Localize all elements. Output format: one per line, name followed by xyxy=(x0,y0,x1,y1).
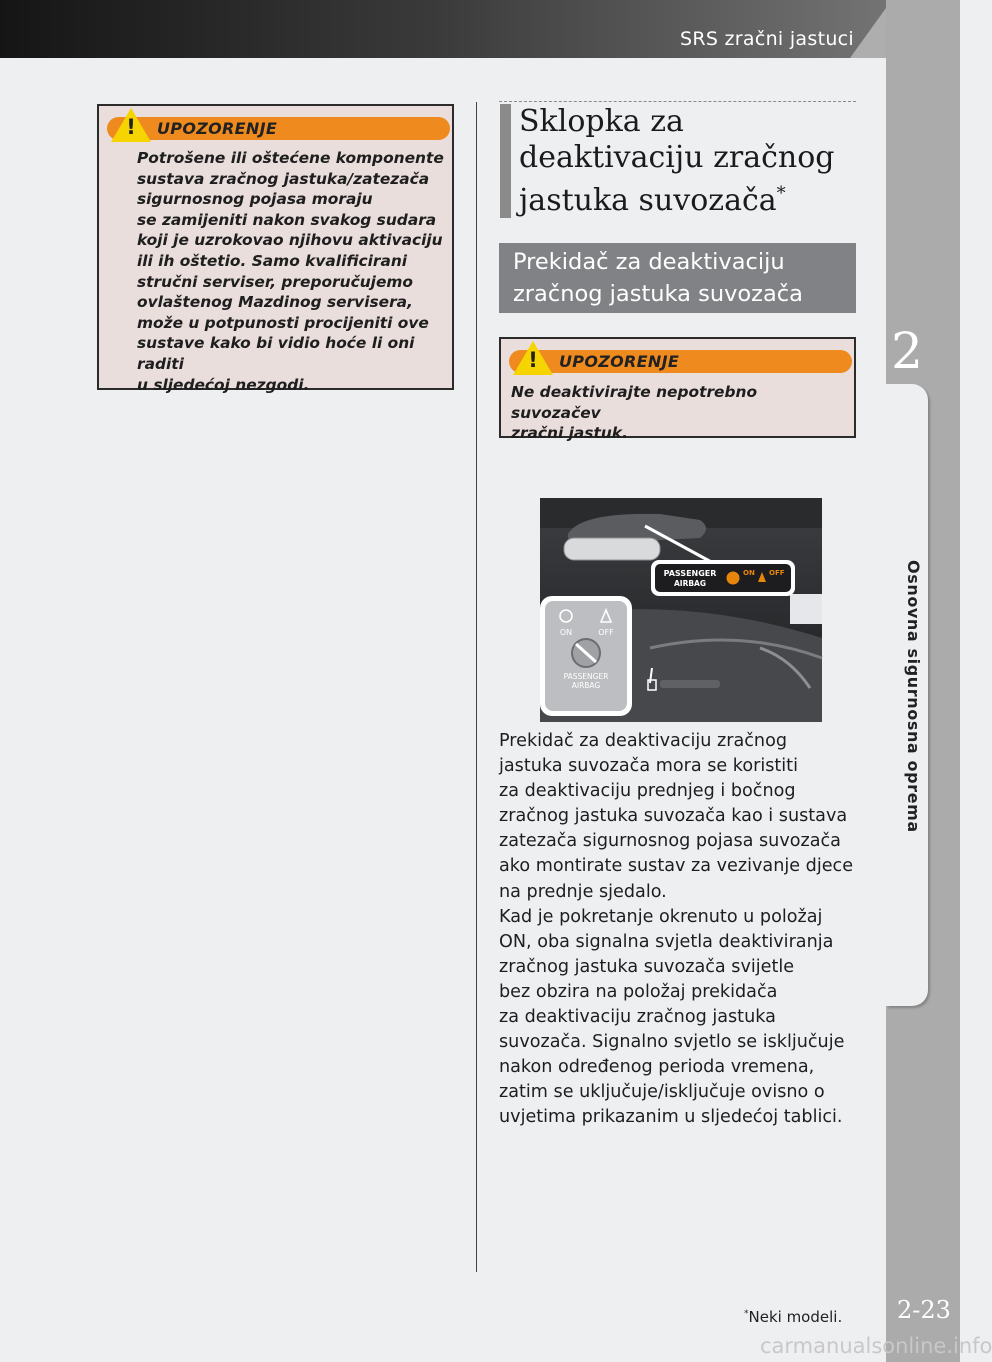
header-title: SRS zračni jastuci xyxy=(679,28,854,50)
chapter-title: Osnovna sigurnosna oprema xyxy=(904,560,923,833)
warning-box-left xyxy=(97,104,454,394)
column-divider xyxy=(476,102,477,1272)
body-text: Prekidač za deaktivaciju zračnog jastuka suvozača mora se koristiti za deaktivaciju prednjeg i bočnog zračnog jastuka suvozača kao i sustava zatezača sigurnosnog pojasa suvozača ako montirate sustav za vezivanje djece na prednje sjedalo. Kad je pokretanje okrenuto u položaj ON, oba signalna svjetla deaktiviranja zračnog jastuka suvozača svijetle bez obzira na položaj prekidača za deaktivaciju zračnog jastuka suvozača. Signalno svjetlo se isključuje nakon određenog perioda vremena, zatim se uključuje/isključuje ovisno o uvjetima prikazanim u sljedećoj tablici. xyxy=(499,731,854,1128)
warning-box-right xyxy=(499,337,856,443)
switch-on-label: ON xyxy=(559,628,573,637)
switch-label-airbag: AIRBAG xyxy=(571,681,601,690)
airbag-on-icon xyxy=(727,572,740,585)
indicator-on: ON xyxy=(743,569,755,577)
exclamation-icon: ! xyxy=(126,115,136,139)
page-number: 2-23 xyxy=(897,1296,951,1324)
section-title: Sklopka za deaktivaciju zračnog jastuka suvozača* xyxy=(519,104,835,218)
indicator-off: OFF xyxy=(769,569,785,577)
indicator-label-airbag: AIRBAG xyxy=(673,579,707,588)
figure-svg xyxy=(540,498,822,722)
subsection-title: Prekidač za deaktivaciju zračnog jastuka suvozača xyxy=(513,249,803,307)
section-bar xyxy=(500,104,511,218)
switch-label-passenger: PASSENGER xyxy=(563,672,609,681)
warning-text: Potrošene ili oštećene komponente sustava zračnog jastuka/zatezača sigurnosnog pojasa moraju se zamijeniti nakon svakog sudara koji je uzrokovao njihovu aktivaciju ili ih oštetio. Samo kvalificirani stručni serviser, preporučujemo ovlaštenog Mazdinog servisera, može u potpunosti procijeniti ove sustave kako bi vidio hoće li oni raditi u sljedećoj nezgodi. xyxy=(137,149,444,394)
warning-text: Ne deaktivirajte nepotrebno suvozačev zračni jastuk. xyxy=(511,383,758,443)
section-rule xyxy=(499,101,856,102)
airbag-switch-figure xyxy=(540,498,822,722)
footnote-marker: * xyxy=(744,1309,749,1319)
footnote: *Neki modeli. xyxy=(744,1308,843,1326)
side-window xyxy=(790,594,822,624)
switch-off-label: OFF xyxy=(598,628,614,637)
indicator-label-passenger: PASSENGER xyxy=(663,569,717,578)
footnote-marker: * xyxy=(776,183,786,204)
watermark: carmanualsonline.info xyxy=(760,1334,992,1358)
warning-title: UPOZORENJE xyxy=(559,352,680,371)
warning-title: UPOZORENJE xyxy=(157,119,278,138)
exclamation-icon: ! xyxy=(528,348,538,372)
glovebox-handle xyxy=(660,680,720,688)
rearview-mirror xyxy=(564,538,660,560)
chapter-number: 2 xyxy=(891,322,923,380)
